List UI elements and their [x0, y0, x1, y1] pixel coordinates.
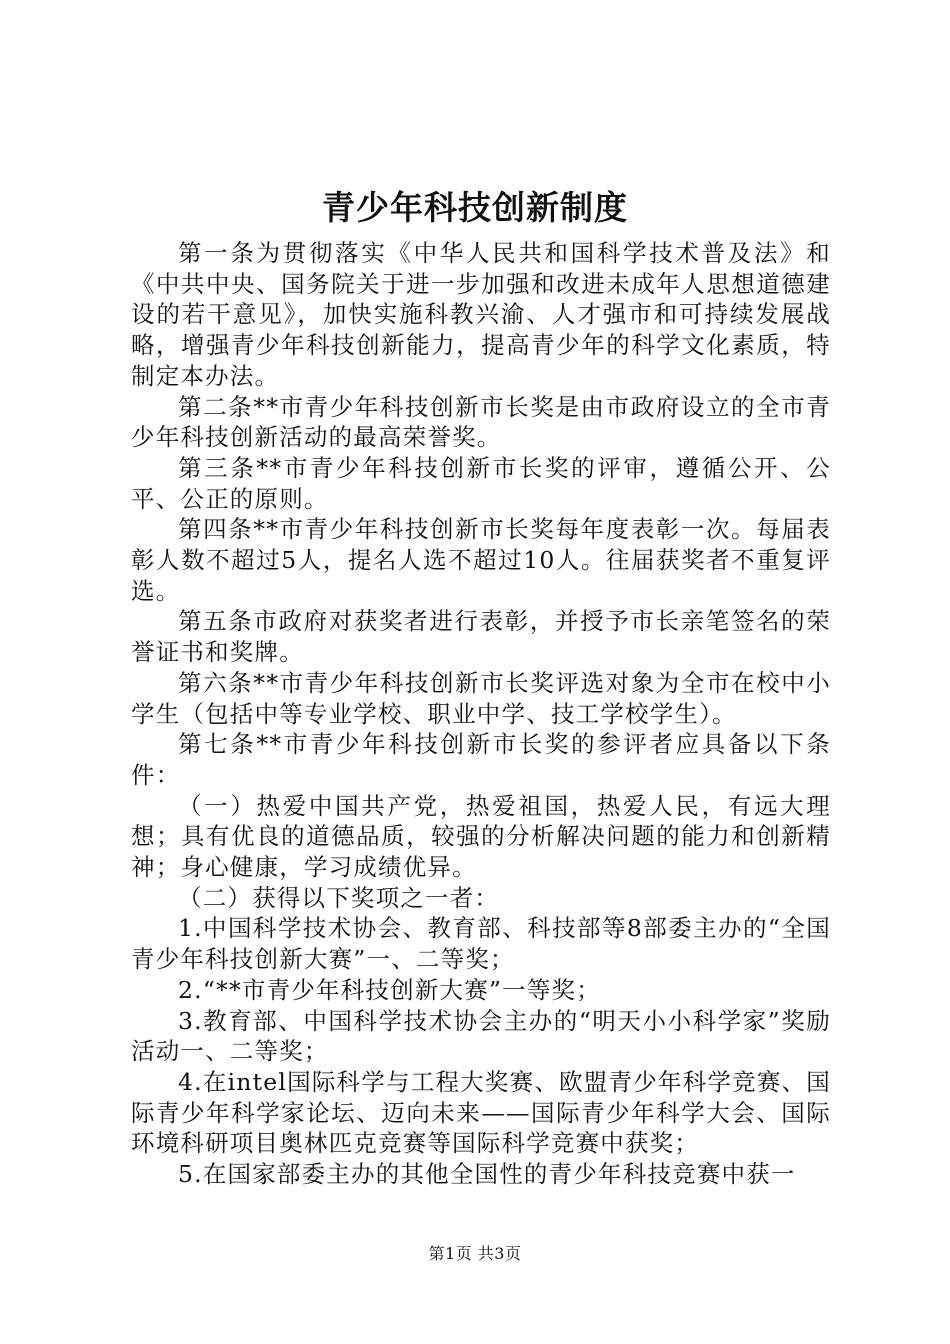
- paragraph-condition-1: （一）热爱中国共产党，热爱祖国，热爱人民，有远大理想；具有优良的道德品质，较强的分析解决问题的能力和创新精神；身心健康，学习成绩优异。: [131, 791, 831, 882]
- paragraph-article-1: 第一条为贯彻落实《中华人民共和国科学技术普及法》和《中共中央、国务院关于进一步加强和改进未成年人思想道德建设的若干意见》，加快实施科教兴渝、人才强市和可持续发展战略，增强青少年科技创新能力，提高青少年的科学文化素质，特制定本办法。: [131, 239, 831, 390]
- paragraph-award-4: 4.在intel国际科学与工程大奖赛、欧盟青少年科学竞赛、国际青少年科学家论坛、迈向未来——国际青少年科学大会、国际环境科研项目奥林匹克竞赛等国际科学竞赛中获奖；: [131, 1067, 831, 1158]
- paragraph-award-1: 1.中国科学技术协会、教育部、科技部等8部委主办的“全国青少年科技创新大赛”一、二等奖；: [131, 914, 831, 974]
- document-title: 青少年科技创新制度: [322, 188, 628, 227]
- paragraph-award-5: 5.在国家部委主办的其他全国性的青少年科技竞赛中获一: [178, 1160, 796, 1189]
- paragraph-article-4: 第四条**市青少年科技创新市长奖每年度表彰一次。每届表彰人数不超过5人，提名人选不超过10人。往届获奖者不重复评选。: [131, 515, 831, 605]
- paragraph-award-2: 2.“**市青少年科技创新大赛”一等奖；: [178, 975, 601, 1004]
- paragraph-article-2: 第二条**市青少年科技创新市长奖是由市政府设立的全市青少年科技创新活动的最高荣誉奖。: [131, 392, 831, 452]
- paragraph-article-5: 第五条市政府对获奖者进行表彰，并授予市长亲笔签名的荣誉证书和奖牌。: [131, 607, 831, 667]
- paragraph-article-3: 第三条**市青少年科技创新市长奖的评审，遵循公开、公平、公正的原则。: [131, 453, 831, 513]
- paragraph-article-6: 第六条**市青少年科技创新市长奖评选对象为全市在校中小学生（包括中等专业学校、职业中学、技工学校学生）。: [131, 668, 831, 728]
- paragraph-article-7: 第七条**市青少年科技创新市长奖的参评者应具备以下条件：: [131, 730, 831, 789]
- document-body: [131, 238, 831, 1190]
- paragraph-award-3: 3.教育部、中国科学技术协会主办的“明天小小科学家”奖励活动一、二等奖；: [131, 1006, 831, 1066]
- page-number-footer: 第1页 共3页: [428, 1244, 522, 1263]
- paragraph-condition-2: （二）获得以下奖项之一者：: [178, 883, 500, 912]
